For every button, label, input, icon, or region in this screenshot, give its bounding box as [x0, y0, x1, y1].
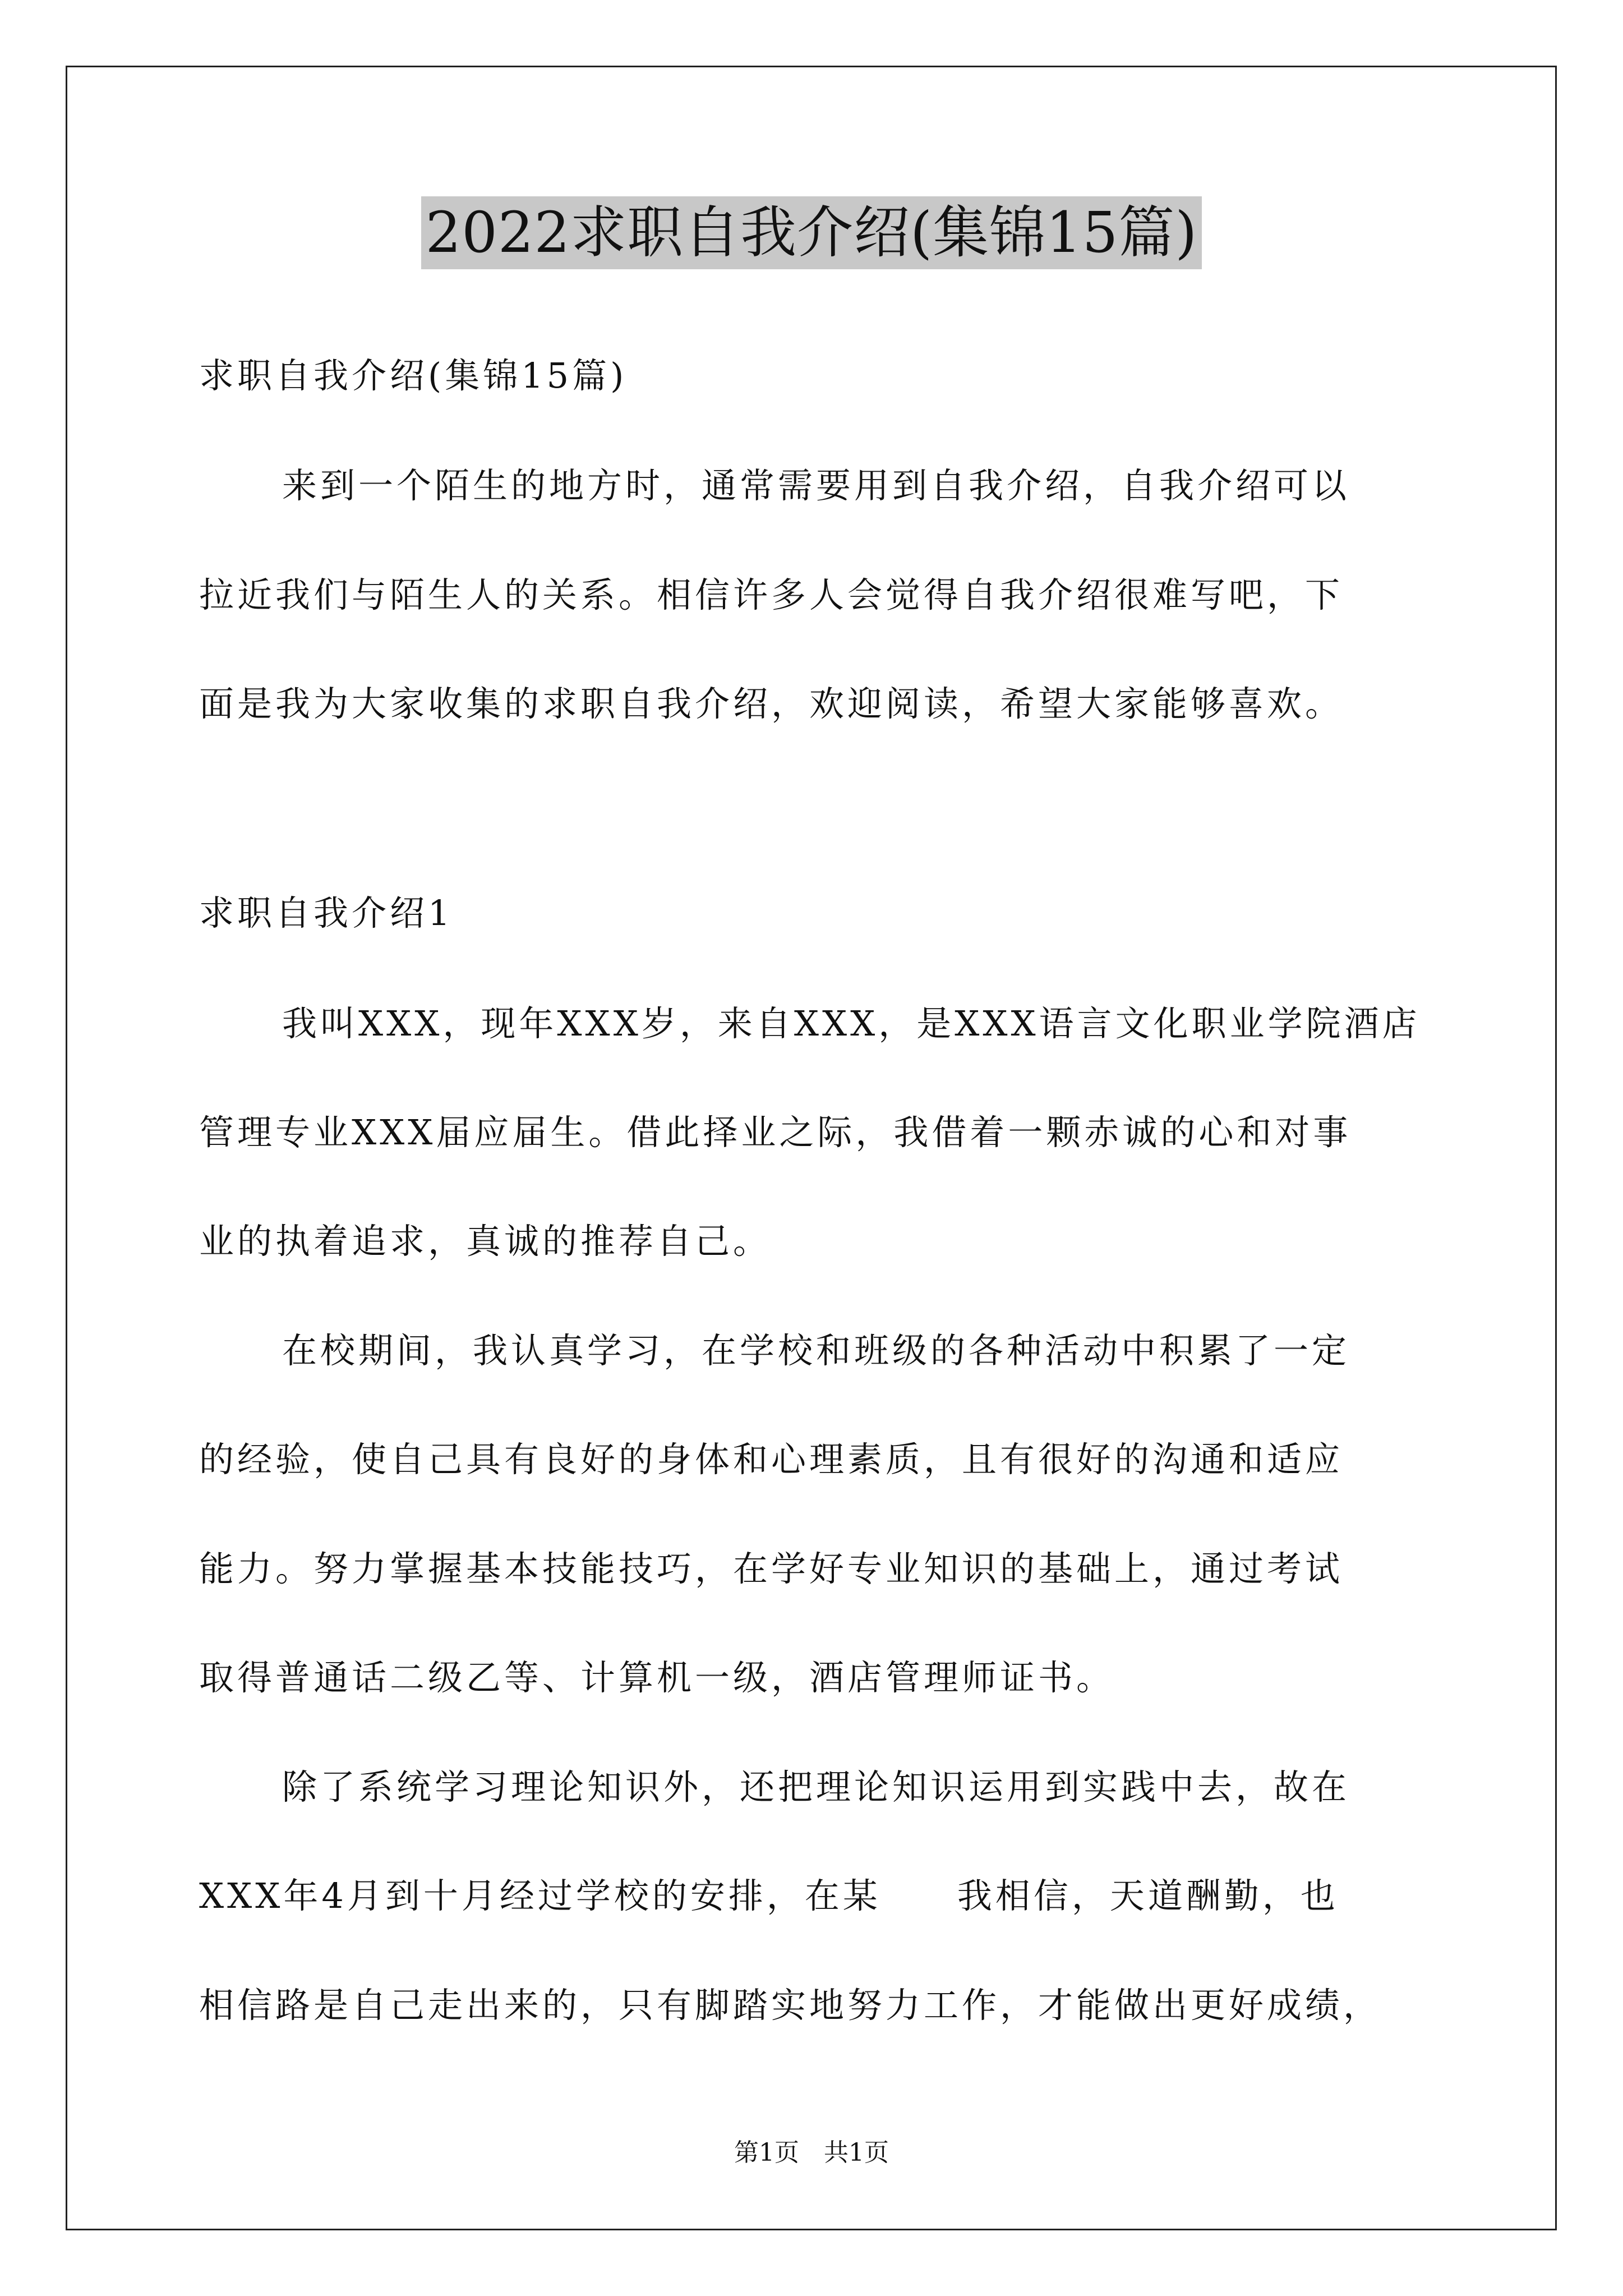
- paragraph2-line-4: 取得普通话二级乙等、计算机一级，酒店管理师证书。: [199, 1657, 1115, 1698]
- document-title: 2022求职自我介绍(集锦15篇): [421, 196, 1202, 269]
- paragraph2-line-2: 的经验，使自己具有良好的身体和心理素质，且有很好的沟通和适应: [199, 1439, 1344, 1480]
- section-heading: 求职自我介绍1: [199, 892, 454, 933]
- intro-line-3: 面是我为大家收集的求职自我介绍，欢迎阅读，希望大家能够喜欢。: [199, 683, 1344, 724]
- page-footer: 第1页 共1页: [734, 2138, 889, 2167]
- paragraph2-line-3: 能力。努力掌握基本技能技巧，在学好专业知识的基础上，通过考试: [199, 1548, 1344, 1589]
- document-subtitle: 求职自我介绍(集锦15篇): [199, 355, 628, 396]
- intro-line-2: 拉近我们与陌生人的关系。相信许多人会觉得自我介绍很难写吧，下: [199, 574, 1344, 615]
- title-container: [0, 196, 1623, 269]
- paragraph2-line-1: 在校期间，我认真学习，在学校和班级的各种活动中积累了一定: [282, 1330, 1350, 1371]
- paragraph3-line-3: 相信路是自己走出来的，只有脚踏实地努力工作，才能做出更好成绩，: [199, 1985, 1382, 2026]
- paragraph1-line-2: 管理专业XXX届应届生。借此择业之际，我借着一颗赤诚的心和对事: [199, 1112, 1352, 1153]
- paragraph3-line-2: XXX年4月到十月经过学校的安排，在某 我相信，天道酬勤，也: [199, 1875, 1339, 1916]
- paragraph1-line-1: 我叫XXX，现年XXX岁，来自XXX，是XXX语言文化职业学院酒店: [282, 1003, 1421, 1044]
- paragraph3-line-1: 除了系统学习理论知识外，还把理论知识运用到实践中去，故在: [282, 1766, 1350, 1807]
- paragraph1-line-3: 业的执着追求，真诚的推荐自己。: [199, 1221, 772, 1262]
- intro-line-1: 来到一个陌生的地方时，通常需要用到自我介绍，自我介绍可以: [282, 465, 1350, 506]
